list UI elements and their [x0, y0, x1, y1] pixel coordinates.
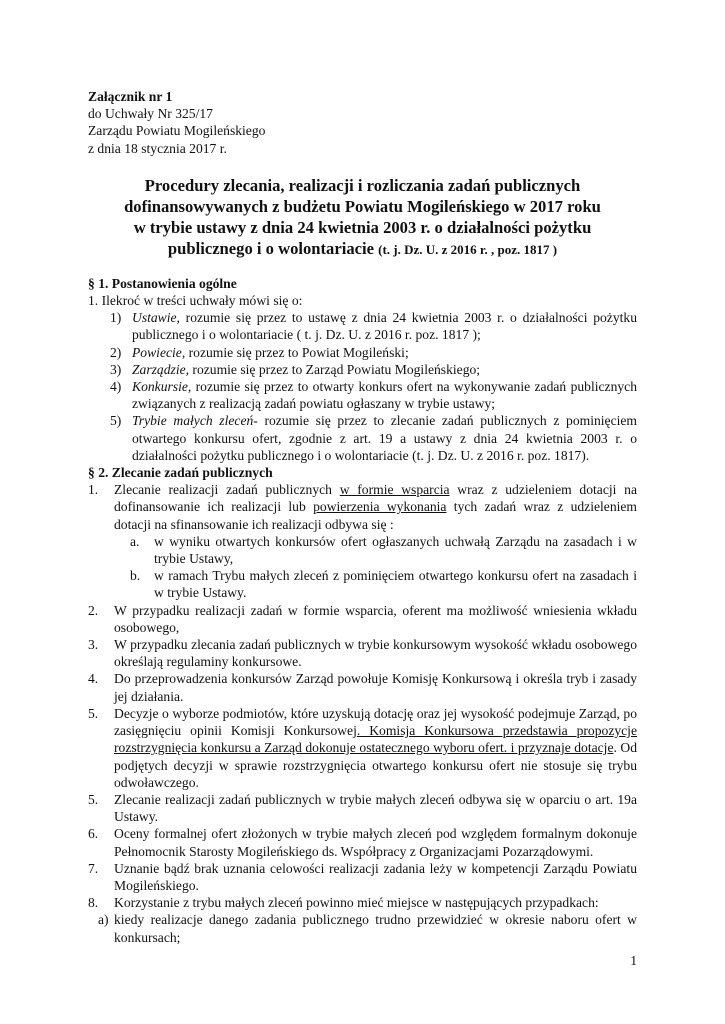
title-line-1: Procedury zlecania, realizacji i rozliczania zadań publicznych	[144, 175, 581, 195]
attachment-header	[88, 88, 637, 157]
section-2-heading: § 2. Zlecanie zadań publicznych	[88, 465, 273, 481]
resolution-date: z dnia 18 stycznia 2017 r.	[88, 140, 227, 156]
attachment-number: Załącznik nr 1	[88, 89, 173, 104]
sub-item: b. w ramach Trybu małych zleceń z pominięciem otwartego konkursu ofert na zasadach i w trybie Ustawy.	[130, 568, 637, 601]
title-citation: (t. j. Dz. U. z 2016 r. , poz. 1817 )	[378, 241, 558, 257]
section-1-heading: § 1. Postanowienia ogólne	[88, 275, 237, 291]
paragraph-item: 1. Zlecanie realizacji zadań publicznych w formie wsparcia wraz z udzieleniem dotacji na dofinansowanie ich realizacji lub powierzenia wykonania tych zadań wraz z udzieleniem dotacji na sfinansowanie ich realizacji odbywa się :	[88, 482, 638, 532]
document-title	[88, 175, 637, 260]
paragraph-item: 5. Zlecanie realizacji zadań publicznych w trybie małych zleceń odbywa się w oparciu o art. 19a Ustawy.	[88, 791, 637, 825]
paragraph-item: 8. Korzystanie z trybu małych zleceń powinno mieć miejsce w następujących przypadkach:	[88, 895, 599, 911]
paragraph-item: 6. Oceny formalnej ofert złożonych w trybie małych zleceń pod względem formalnym dokonuje Pełnomocnik Starosty Mogileńskiego ds. Współpracy z Organizacjami Pozarządowymi.	[88, 826, 637, 859]
definition-item: 4) Konkursie, rozumie się przez to otwarty konkurs ofert na wykonywanie zadań publicznych związanych z realizacją zadań powiatu ogłaszany w trybie ustawy;	[110, 379, 637, 412]
resolution-number: do Uchwały Nr 325/17	[88, 106, 213, 122]
definition-item: 3) Zarządzie, rozumie się przez to Zarząd Powiatu Mogileńskiego;	[110, 361, 481, 377]
definition-item: 2) Powiecie, rozumie się przez to Powiat Mogileński;	[110, 344, 409, 360]
paragraph-item: 2. W przypadku realizacji zadań w formie wsparcia, oferent ma możliwość wniesienia wkładu osobowego,	[88, 602, 637, 635]
sub-item: a) kiedy realizacje danego zadania publicznego trudno przewidzieć w okresie naboru ofert w konkursach;	[98, 912, 637, 945]
section-1-intro: 1. Ilekroć w treści uchwały mówi się o:	[88, 293, 303, 309]
title-line-2: dofinansowywanych z budżetu Powiatu Mogileńskiego w 2017 roku	[124, 196, 601, 216]
paragraph-item: 7. Uznanie bądź brak uznania celowości realizacji zadania leży w kompetencji Zarządu Powiatu Mogileńskiego.	[88, 860, 637, 893]
definition-item: 5) Trybie małych zleceń- rozumie się przez to zlecanie zadań publicznych z pominięciem otwartego konkursu ofert, zgodnie z art. 19 a ustawy z dnia 24 kwietnia 2003 r. o działalności pożytku publicznego i o wolontariacie (t. j. Dz. U. z 2016 r. poz. 1817).	[110, 413, 637, 463]
title-line-3: w trybie ustawy z dnia 24 kwietnia 2003 r. o działalności pożytku	[133, 217, 592, 237]
page-number: 1	[630, 953, 637, 968]
paragraph-item: 5. Decyzje o wyborze podmiotów, które uzyskują dotację oraz jej wysokość podejmuje Zarząd, po zasięgnięciu opinii Komisji Konkursowej. Komisja Konkursowa przedstawia propozycje rozstrzygnięcia konkursu a Zarząd dokonuje ostatecznego wyboru ofert. i przyznaje dotacje. Od podjętych decyzji w sprawie rozstrzygnięcia otwartego konkursu ofert nie stosuje się trybu odwoławczego.	[88, 705, 637, 790]
paragraph-item: 4. Do przeprowadzenia konkursów Zarząd powołuje Komisję Konkursową i określa tryb i zasady jej działania.	[88, 671, 637, 704]
paragraph-item: 3. W przypadku zlecania zadań publicznych w trybie konkursowym wysokość wkładu osobowego określają regulaminy konkursowe.	[88, 637, 637, 670]
title-line-4: publicznego i o wolontariacie (t. j. Dz. U. z 2016 r. , poz. 1817 )	[167, 238, 558, 258]
definition-item: 1) Ustawie, rozumie się przez to ustawę z dnia 24 kwietnia 2003 r. o działalności pożytku publicznego i o wolontariacie ( t. j. Dz. U. z 2016 r. poz. 1817 );	[110, 310, 637, 343]
sub-item: a. w wyniku otwartych konkursów ofert ogłaszanych uchwałą Zarządu na zasadach i w trybie Ustawy,	[130, 533, 637, 567]
issuing-body: Zarządu Powiatu Mogileńskiego	[88, 123, 266, 139]
